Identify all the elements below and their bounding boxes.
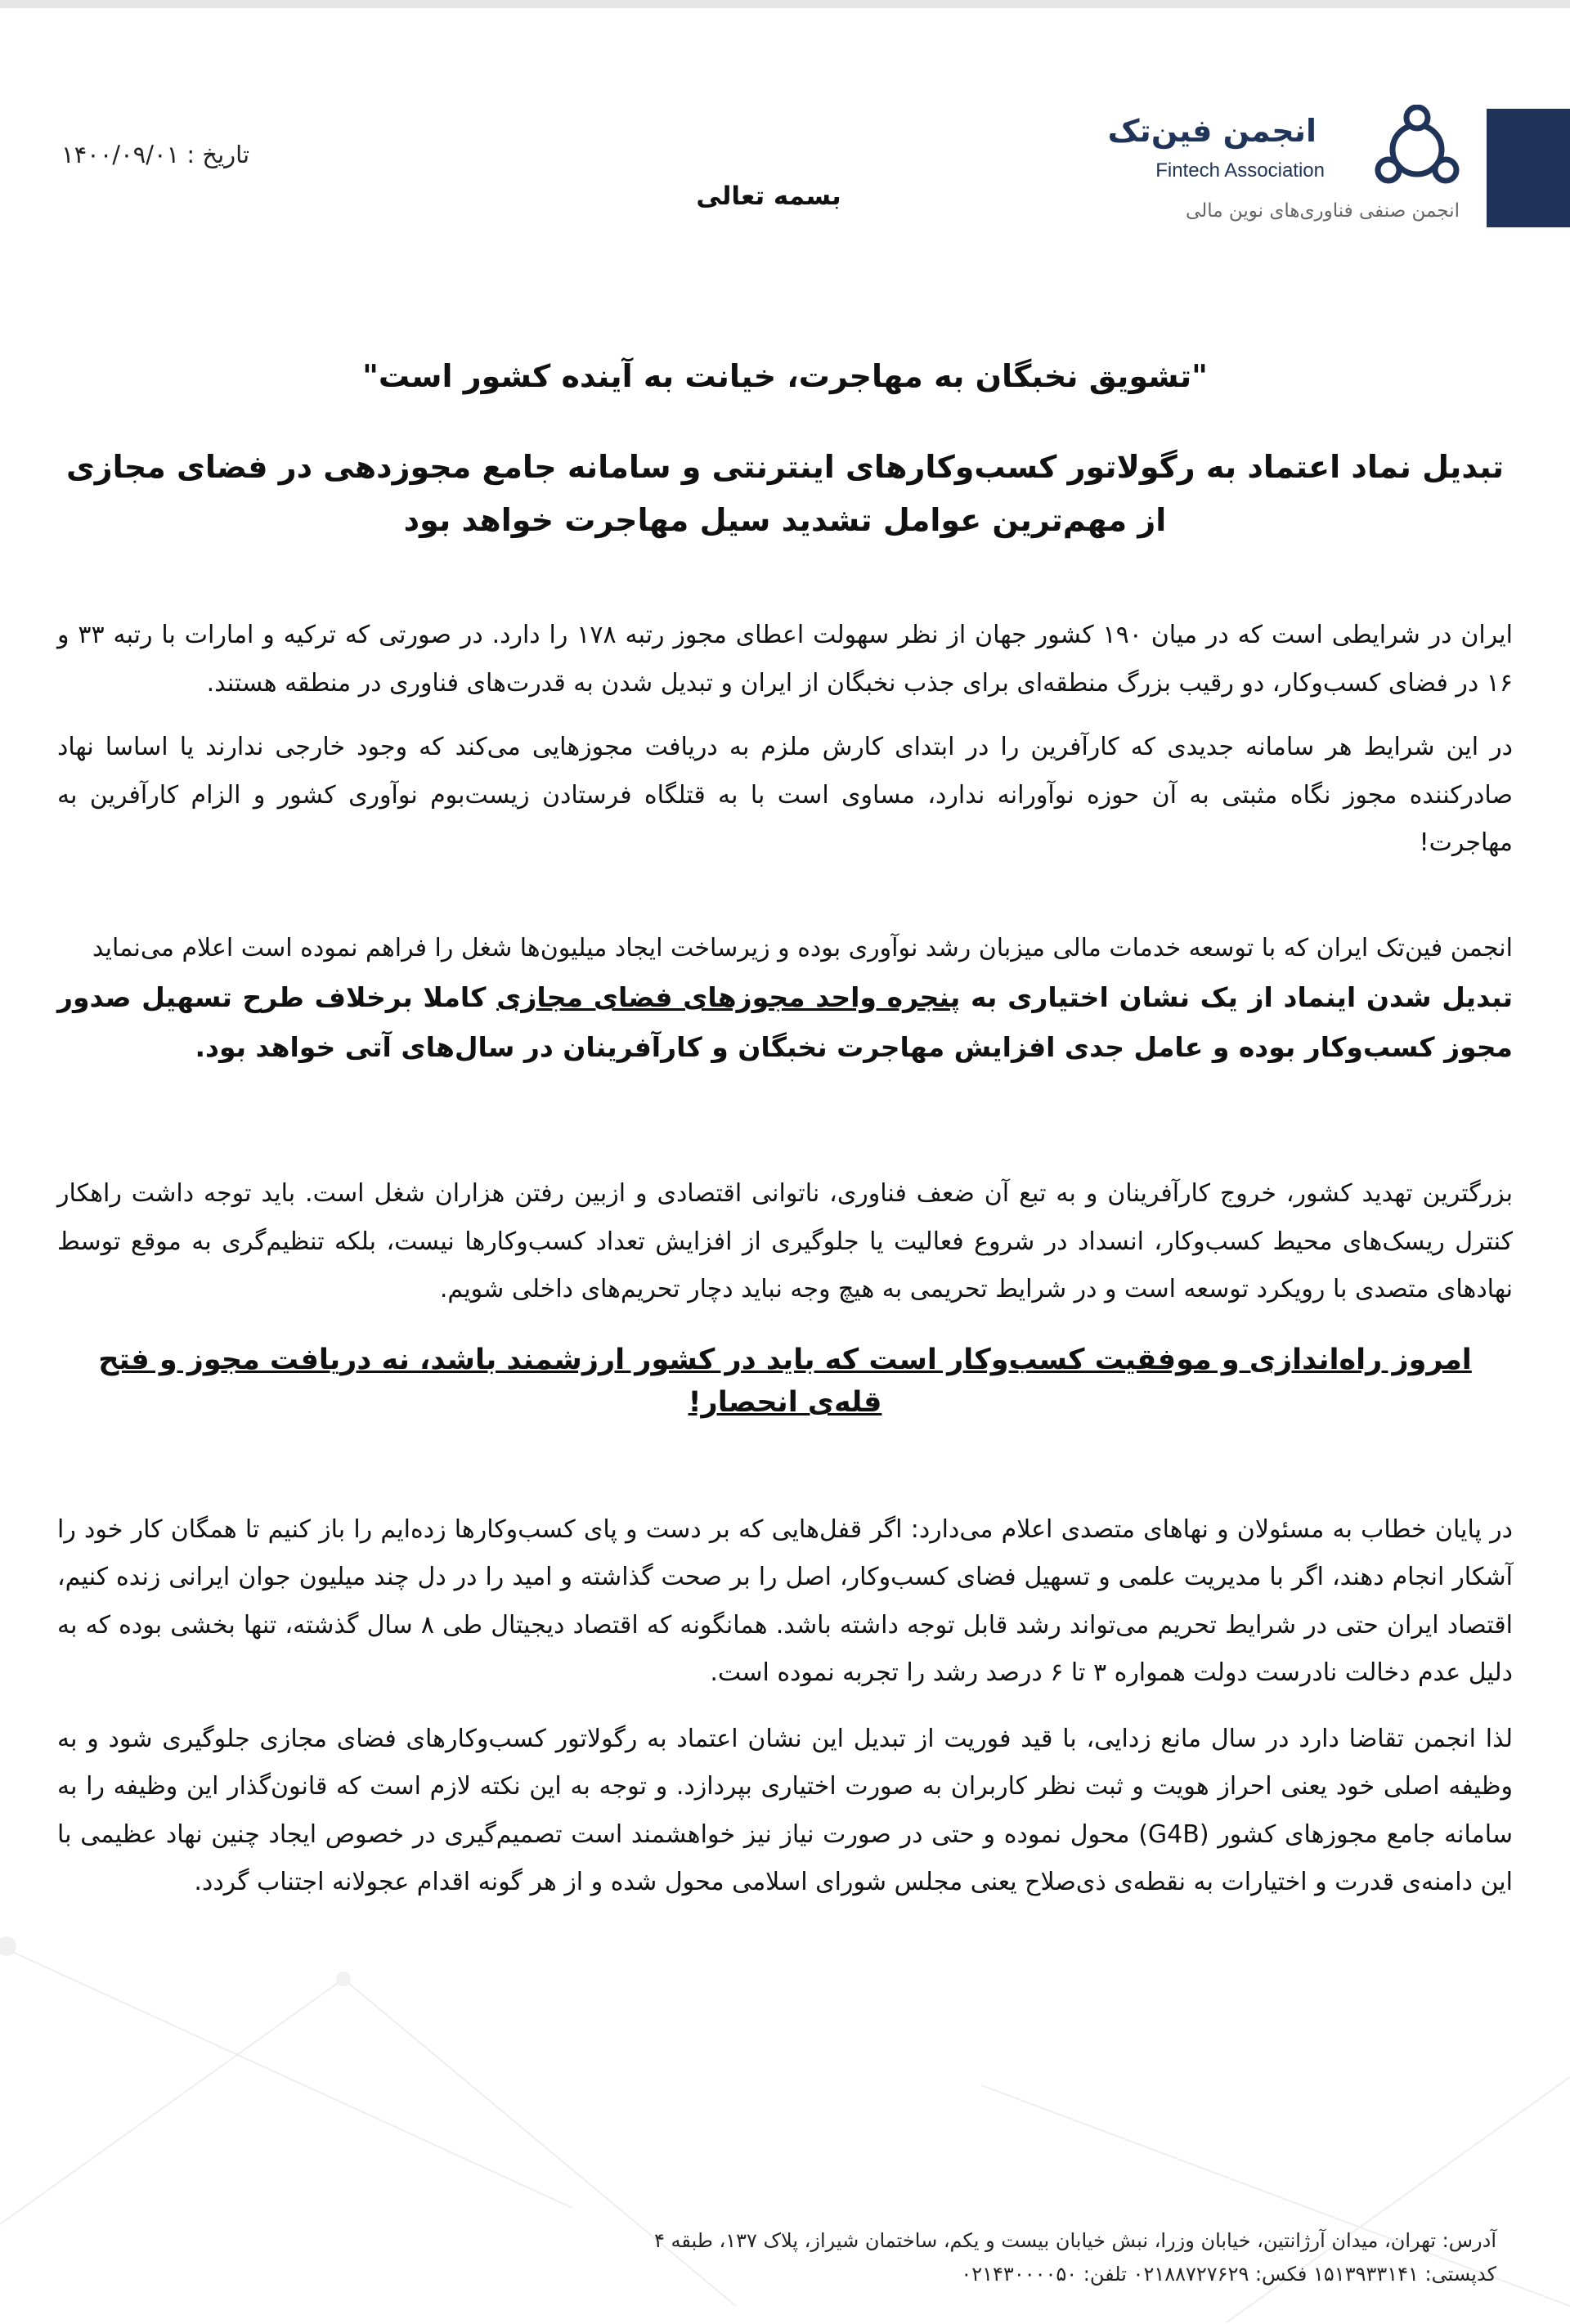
slogan-statement: امروز راه‌اندازی و موفقیت کسب‌وکار است که باید در کشور ارزشمند باشد، نه دریافت مجوز و فتح قله‌ی انحصار! xyxy=(98,1343,1472,1420)
letter-date xyxy=(61,141,249,168)
enamad-statement-part-1: تبدیل شدن اینماد از یک نشان اختیاری به xyxy=(960,981,1513,1014)
main-title-line-1: تبدیل نماد اعتماد به رگولاتور کسب‌وکارهای اینترنتی و سامانه جامع مجوزدهی در فضای مجازی xyxy=(65,449,1505,485)
logo-subtitle: انجمن صنفی فناوری‌های نوین مالی xyxy=(1186,200,1460,222)
paragraph-association-intro: انجمن فین‌تک ایران که با توسعه خدمات مالی میزبان رشد نوآوری بوده و زیرساخت ایجاد میلیون‌ها شغل را فراهم نموده است اعلام می‌نماید xyxy=(92,933,1513,962)
paragraph-threat: بزرگترین تهدید کشور، خروج کارآفرینان و به تبع آن ضعف فناوری، ناتوانی اقتصادی و ازبین رفتن هزاران شغل است. باید توجه داشت راهکار کنترل ریسک‌های محیط کسب‌وکار، انسداد در شروع فعالیت یا جلوگیری از افزایش تعداد کسب‌وکارها نیست، بلکه تنظیم‌گری به موقع توسط نهادهای متصدی با رویکرد توسعه است و در شرایط تحریمی به هیچ وجه نباید دچار تحریم‌های داخلی شویم. xyxy=(57,1179,1513,1304)
paragraph-enamad-statement xyxy=(57,972,1513,1072)
paragraph-new-system: در این شرایط هر سامانه جدیدی که کارآفرین را در ابتدای کارش ملزم به دریافت مجوزهایی می‌کند که وجود خارجی ندارند یا اساسا نهاد صادرکننده مجوز نگاه مثبتی به آن حوزه نوآورانه ندارد، مساوی است با به قتلگاه فرستادن زیست‌بوم نوآوری کشور و الزام کارآفرین به مهاجرت! xyxy=(57,733,1513,858)
footer-contact: کدپستی: ۱۵۱۳۹۳۳۱۴۱ فکس: ۰۲۱۸۸۷۲۷۶۲۹ تلفن: ۰۲۱۴۳۰۰۰۰۵۰ xyxy=(961,2262,1496,2286)
quote-title: "تشویق نخبگان به مهاجرت، خیانت به آینده کشور است" xyxy=(362,358,1208,394)
paragraph-closing-address: در پایان خطاب به مسئولان و نهاهای متصدی اعلام می‌دارد: اگر قفل‌هایی که بر دست و پای کسب‌وکارها زده‌ایم را باز کنیم تا همگان کار خود را آشکار انجام دهند، اگر با مدیریت علمی و تسهیل فضای کسب‌وکار، اصل را بر صحت گذاشته و امید را در دل چند میلیون جوان ایرانی زنده کنیم، اقتصاد ایران حتی در شرایط تحریم می‌تواند رشد قابل توجه داشته باشد. همانگونه که اقتصاد دیجیتال طی ۸ سال گذشته، تنها بخشی بوده که به دلیل عدم دخالت نادرست دولت همواره ۳ تا ۶ درصد رشد را تجربه نموده است. xyxy=(57,1514,1513,1688)
enamad-statement-underlined: پنجره واحد مجوزهای فضای مجازی xyxy=(496,981,961,1014)
enamad-statement-part-2: کاملا برخلاف طرح تسهیل صدور مجوز کسب‌وکار بوده و عامل جدی افزایش مهاجرت نخبگان و کارآفرینان در سال‌های آتی خواهد بود. xyxy=(57,981,1513,1064)
letterhead xyxy=(0,0,1570,262)
logo-name-english: Fintech Association xyxy=(1155,159,1325,182)
footer-address: آدرس: تهران، میدان آرژانتین، خیابان وزرا، نبش خیابان بیست و یکم، ساختمان شیراز، پلاک ۱۳۷، طبقه ۴ xyxy=(653,2229,1496,2252)
paragraph-request: لذا انجمن تقاضا دارد در سال مانع زدایی، با قید فوریت از تبدیل این نشان اعتماد به رگولاتور کسب‌وکارهای فضای مجازی جلوگیری شود و به وظیفه اصلی خود یعنی احراز هویت و ثبت نظر کاربران به صورت اختیاری بپردازد. و توجه به این نکته لازم است که قانون‌گذار این وظیفه را به سامانه جامع مجوزهای کشور (G4B) محول نموده و حتی در صورت نیاز نیز خواهشمند است تصمیم‌گیری در خصوص ایجاد چنین نهاد عظیمی با این دامنه‌ی قدرت و اختیارات به نقطه‌ی ذی‌صلاح یعنی مجلس شورای اسلامی محول شده و از هر گونه اقدام عجولانه اجتناب گردد. xyxy=(57,1724,1513,1897)
main-title xyxy=(57,441,1513,546)
date-label: تاریخ : xyxy=(186,141,250,168)
date-value: ۱۴۰۰/۰۹/۰۱ xyxy=(61,141,180,168)
main-title-line-2: از مهم‌ترین عوامل تشدید سیل مهاجرت خواهد بود xyxy=(403,501,1167,538)
logo-name-persian: انجمن فین‌تک xyxy=(1107,113,1317,149)
letter-footer xyxy=(41,2224,1496,2291)
letter-body xyxy=(57,343,1513,1907)
basmala-heading: بسمه تعالی xyxy=(696,182,841,211)
paragraph-ranking: ایران در شرایطی است که در میان ۱۹۰ کشور جهان از نظر سهولت اعطای مجوز رتبه ۱۷۸ را دارد. در صورتی که ترکیه و امارات با رتبه ۳۳ و ۱۶ در فضای کسب‌وکار، دو رقیب بزرگ منطقه‌ای برای جذب نخبگان از ایران و تبدیل شدن به قدرت‌های فناوری در منطقه هستند. xyxy=(57,621,1513,698)
